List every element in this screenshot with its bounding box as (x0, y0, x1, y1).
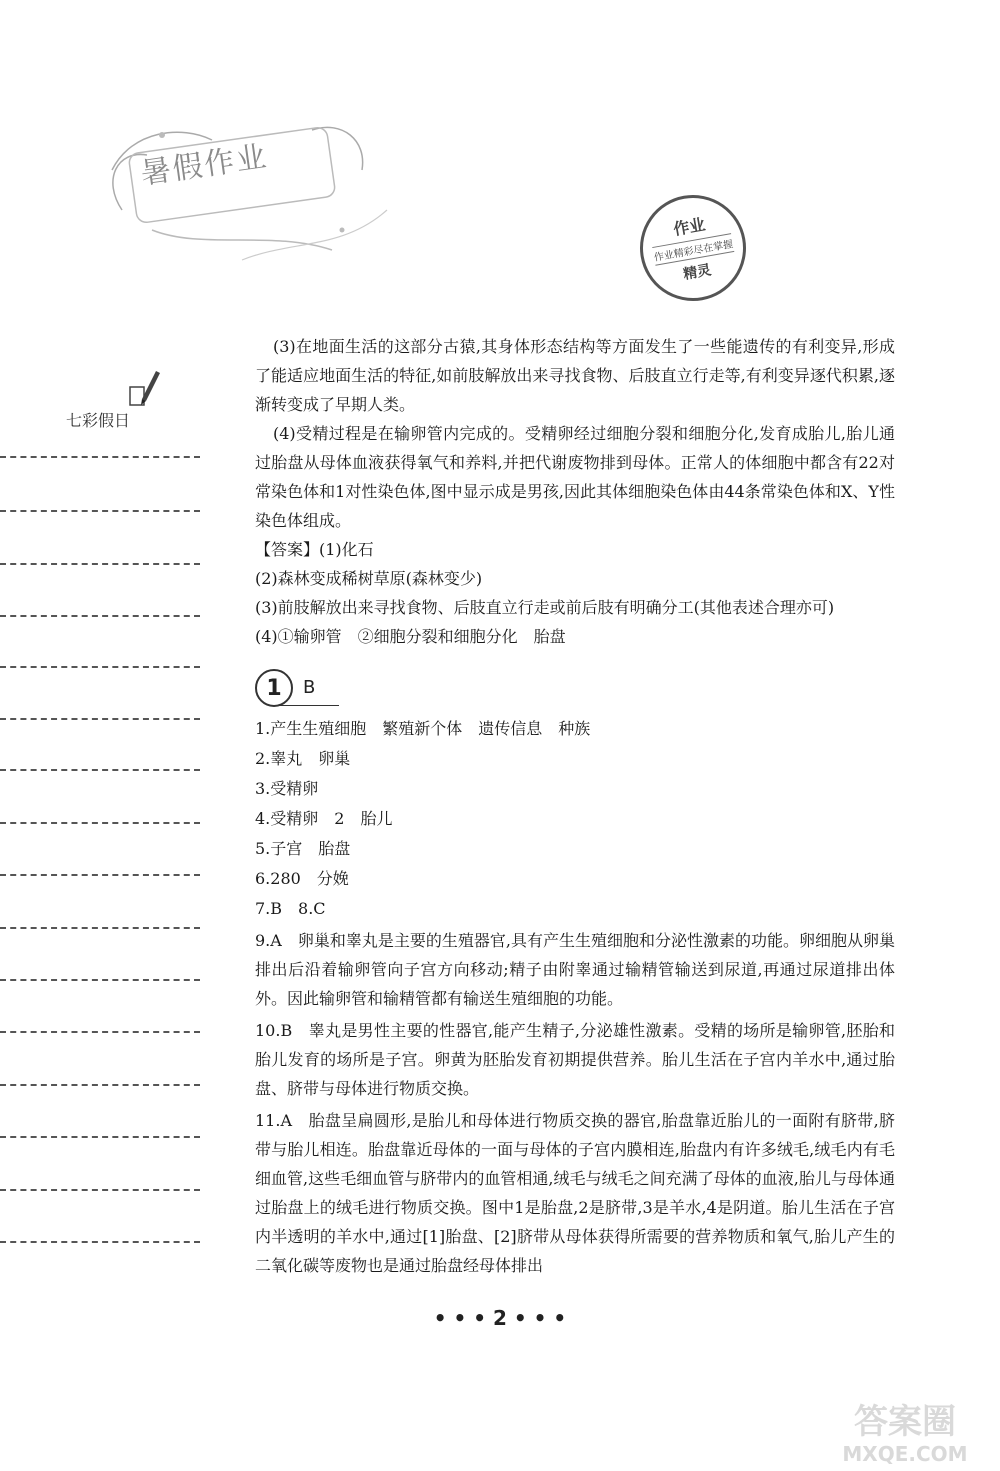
paragraph: (3)在地面生活的这部分古猿,其身体形态结构等方面发生了一些能遗传的有利变异,形成了能适应地面生活的特征,如前肢解放出来寻找食物、后肢直立行走等,有利变异逐代积累,逐渐转变成了早期人类。 (255, 337, 895, 414)
watermark-logo (815, 1395, 995, 1467)
margin-rule (0, 979, 200, 981)
margin-rule (0, 769, 200, 771)
section-underline (277, 705, 339, 706)
margin-rule (0, 1084, 200, 1086)
list-item: 3.受精卵 (255, 779, 319, 798)
list-item: 2.睾丸 卵巢 (255, 749, 351, 768)
stamp-line-2: 作业精彩尽在掌握 (652, 233, 734, 266)
answer-line: (2)森林变成稀树草原(森林变少) (255, 569, 483, 588)
margin-rule (0, 1136, 200, 1138)
margin-rule (0, 563, 200, 565)
main-content (255, 332, 895, 651)
pencil-icon (128, 365, 162, 410)
margin-rule (0, 615, 200, 617)
margin-rule (0, 1031, 200, 1033)
section-letter: B (303, 677, 316, 698)
margin-rule (0, 822, 200, 824)
homework-stamp (632, 187, 755, 310)
logo-title: 暑假作业 (138, 139, 271, 192)
summer-homework-logo (92, 100, 392, 280)
margin-rule (0, 510, 200, 512)
page-number: • • • 2 • • • (433, 1306, 567, 1330)
stamp-line-1: 作业 (671, 214, 707, 239)
stamp-line-3: 精灵 (682, 262, 713, 283)
answer-line: (3)前肢解放出来寻找食物、后肢直立行走或前后肢有明确分工(其他表述合理亦可) (255, 598, 835, 617)
answer-line: 【答案】(1)化石 (255, 540, 374, 559)
svg-text:答案圈: 答案圈 (854, 1402, 956, 1442)
margin-rule (0, 927, 200, 929)
margin-rule (0, 718, 200, 720)
list-item: 11.A 胎盘呈扁圆形,是胎儿和母体进行物质交换的器官,胎盘靠近胎儿的一面附有脐带,脐带与胎儿相连。胎盘靠近母体的一面与母体的子宫内膜相连,胎盘内有许多绒毛,绒毛内有毛细血管,这些毛细血管与脐带内的血管相通,绒毛与绒毛之间充满了母体的血液,胎儿与母体通过胎盘上的绒毛进行物质交换。图中1是胎盘,2是脐带,3是羊水,4是阴道。胎儿生活在子宫内半透明的羊水中,通过[1]胎盘、[2]脐带从母体获得所需要的营养物质和氧气,胎儿产生的二氧化碳等废物也是通过胎盘经母体排出 (255, 1111, 895, 1275)
answer-list (255, 714, 895, 1281)
svg-text:MXQE.COM: MXQE.COM (842, 1442, 968, 1466)
list-item: 9.A 卵巢和睾丸是主要的生殖器官,具有产生生殖细胞和分泌性激素的功能。卵细胞从卵巢排出后沿着输卵管向子宫方向移动;精子由附睾通过输精管输送到尿道,再通过尿道排出体外。因此输卵管和输精管都有输送生殖细胞的功能。 (255, 931, 895, 1008)
margin-rule (0, 666, 200, 668)
margin-rule (0, 1241, 200, 1243)
list-item: 7.B 8.C (255, 899, 326, 918)
list-item: 10.B 睾丸是男性主要的性器官,能产生精子,分泌雄性激素。受精的场所是输卵管,胚胎和胎儿发育的场所是子宫。卵黄为胚胎发育初期提供营养。胎儿生活在子宫内羊水中,通过胎盘、脐带与母体进行物质交换。 (255, 1021, 895, 1098)
sidebar-label: 七彩假日 (66, 411, 131, 430)
margin-rule (0, 1189, 200, 1191)
section-heading (255, 665, 355, 709)
list-item: 6.280 分娩 (255, 869, 349, 888)
list-item: 5.子宫 胎盘 (255, 839, 351, 858)
paragraph: (4)受精过程是在输卵管内完成的。受精卵经过细胞分裂和细胞分化,发育成胎儿,胎儿通过胎盘从母体血液获得氧气和养料,并把代谢废物排到母体。正常人的体细胞中都含有22对常染色体和1对性染色体,图中显示成是男孩,因此其体细胞染色体由44条常染色体和X、Y性染色体组成。 (255, 424, 895, 530)
section-number: 1 (255, 669, 293, 707)
list-item: 1.产生生殖细胞 繁殖新个体 遗传信息 种族 (255, 719, 591, 738)
answer-line: (4)①输卵管 ②细胞分裂和细胞分化 胎盘 (255, 627, 566, 646)
margin-rule (0, 874, 200, 876)
margin-rule (0, 456, 200, 458)
list-item: 4.受精卵 2 胎儿 (255, 809, 393, 828)
